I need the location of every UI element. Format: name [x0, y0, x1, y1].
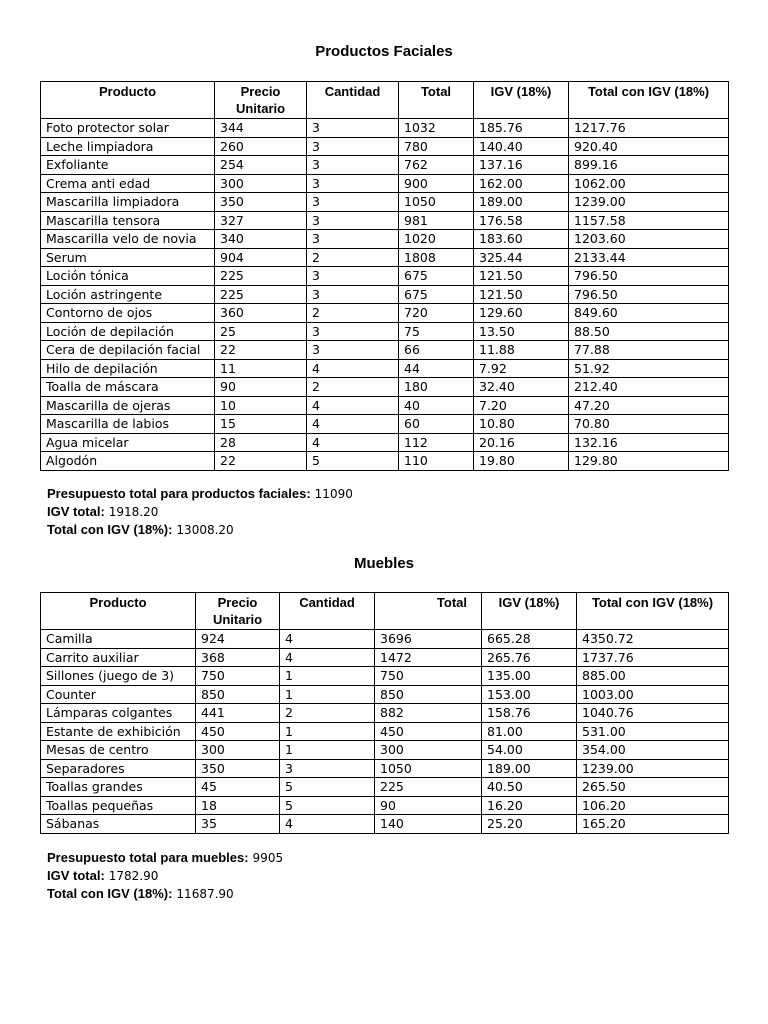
cell-total: 180 [399, 378, 474, 397]
table-header-row [41, 82, 729, 119]
summary-total-label: Total con IGV (18%): [47, 886, 173, 901]
cell-total-con-igv: 4350.72 [577, 630, 729, 649]
cell-precio-unitario: 225 [215, 285, 307, 304]
cell-producto: Leche limpiadora [41, 137, 215, 156]
cell-producto: Mascarilla de ojeras [41, 396, 215, 415]
cell-precio-unitario: 45 [196, 778, 280, 797]
cell-igv: 137.16 [474, 156, 569, 175]
cell-total: 44 [399, 359, 474, 378]
cell-cantidad: 4 [307, 415, 399, 434]
cell-total-con-igv: 2133.44 [569, 248, 729, 267]
cell-producto: Mascarilla de labios [41, 415, 215, 434]
cell-producto: Mascarilla limpiadora [41, 193, 215, 212]
column-header-total-con-igv: Total con IGV (18%) [569, 82, 729, 119]
table-row [41, 415, 729, 434]
cell-precio-unitario: 300 [215, 174, 307, 193]
summary-total-value: 13008.20 [176, 523, 234, 537]
cell-total: 850 [375, 685, 482, 704]
cell-cantidad: 4 [307, 359, 399, 378]
table-row [41, 815, 729, 834]
cell-total: 1472 [375, 648, 482, 667]
cell-igv: 40.50 [482, 778, 577, 797]
cell-precio-unitario: 260 [215, 137, 307, 156]
table-row [41, 433, 729, 452]
cell-precio-unitario: 10 [215, 396, 307, 415]
cell-total-con-igv: 165.20 [577, 815, 729, 834]
cell-total: 90 [375, 796, 482, 815]
cell-total-con-igv: 129.80 [569, 452, 729, 471]
table-row [41, 137, 729, 156]
cell-total: 225 [375, 778, 482, 797]
cell-precio-unitario: 28 [215, 433, 307, 452]
cell-producto: Counter [41, 685, 196, 704]
summary-total-value: 11687.90 [176, 887, 234, 901]
cell-cantidad: 3 [307, 137, 399, 156]
cell-precio-unitario: 924 [196, 630, 280, 649]
cell-igv: 153.00 [482, 685, 577, 704]
table-body [41, 630, 729, 834]
cell-cantidad: 3 [307, 156, 399, 175]
section-title-productos-faciales: Productos Faciales [315, 43, 453, 60]
table-row [41, 174, 729, 193]
cell-cantidad: 4 [280, 815, 375, 834]
cell-total: 720 [399, 304, 474, 323]
cell-producto: Toalla de máscara [41, 378, 215, 397]
table-row [41, 304, 729, 323]
cell-precio-unitario: 344 [215, 119, 307, 138]
table-row [41, 630, 729, 649]
cell-total-con-igv: 1003.00 [577, 685, 729, 704]
cell-igv: 20.16 [474, 433, 569, 452]
cell-precio-unitario: 327 [215, 211, 307, 230]
cell-igv: 19.80 [474, 452, 569, 471]
cell-total: 882 [375, 704, 482, 723]
summary-budget-value: 9905 [252, 851, 284, 865]
cell-total: 780 [399, 137, 474, 156]
cell-cantidad: 3 [280, 759, 375, 778]
cell-precio-unitario: 350 [215, 193, 307, 212]
cell-igv: 32.40 [474, 378, 569, 397]
cell-total: 762 [399, 156, 474, 175]
cell-producto: Toallas grandes [41, 778, 196, 797]
cell-igv: 129.60 [474, 304, 569, 323]
column-header-cantidad: Cantidad [280, 593, 375, 630]
cell-cantidad: 4 [280, 648, 375, 667]
column-header-igv: IGV (18%) [474, 82, 569, 119]
column-header-total-con-igv: Total con IGV (18%) [577, 593, 729, 630]
cell-precio-unitario: 904 [215, 248, 307, 267]
cell-precio-unitario: 22 [215, 341, 307, 360]
cell-producto: Sillones (juego de 3) [41, 667, 196, 686]
cell-precio-unitario: 350 [196, 759, 280, 778]
cell-precio-unitario: 35 [196, 815, 280, 834]
cell-total-con-igv: 531.00 [577, 722, 729, 741]
cell-total-con-igv: 1040.76 [577, 704, 729, 723]
summary-igv-line [47, 503, 353, 521]
cell-producto: Loción astringente [41, 285, 215, 304]
cell-total-con-igv: 212.40 [569, 378, 729, 397]
table-row [41, 341, 729, 360]
cell-producto: Hilo de depilación [41, 359, 215, 378]
summary-igv-label: IGV total: [47, 868, 105, 883]
column-header-igv: IGV (18%) [482, 593, 577, 630]
cell-total-con-igv: 47.20 [569, 396, 729, 415]
cell-producto: Mesas de centro [41, 741, 196, 760]
cell-total-con-igv: 51.92 [569, 359, 729, 378]
table-row [41, 685, 729, 704]
cell-producto: Sábanas [41, 815, 196, 834]
cell-total: 75 [399, 322, 474, 341]
cell-producto: Foto protector solar [41, 119, 215, 138]
table-row [41, 396, 729, 415]
cell-total: 1050 [399, 193, 474, 212]
cell-precio-unitario: 300 [196, 741, 280, 760]
cell-igv: 189.00 [474, 193, 569, 212]
table-row [41, 119, 729, 138]
productos-faciales-table [40, 81, 729, 471]
cell-precio-unitario: 225 [215, 267, 307, 286]
table-header-row [41, 593, 729, 630]
cell-igv: 121.50 [474, 285, 569, 304]
table-row [41, 267, 729, 286]
table-row [41, 667, 729, 686]
cell-igv: 121.50 [474, 267, 569, 286]
cell-igv: 140.40 [474, 137, 569, 156]
cell-total-con-igv: 920.40 [569, 137, 729, 156]
cell-total: 750 [375, 667, 482, 686]
table-row [41, 285, 729, 304]
table-row [41, 759, 729, 778]
cell-cantidad: 4 [307, 433, 399, 452]
cell-igv: 325.44 [474, 248, 569, 267]
cell-igv: 162.00 [474, 174, 569, 193]
cell-producto: Carrito auxiliar [41, 648, 196, 667]
cell-cantidad: 3 [307, 211, 399, 230]
cell-cantidad: 4 [280, 630, 375, 649]
cell-cantidad: 1 [280, 667, 375, 686]
summary-igv-value: 1782.90 [108, 869, 159, 883]
cell-producto: Cera de depilación facial [41, 341, 215, 360]
cell-precio-unitario: 850 [196, 685, 280, 704]
cell-total-con-igv: 70.80 [569, 415, 729, 434]
table-body [41, 119, 729, 471]
cell-precio-unitario: 360 [215, 304, 307, 323]
cell-cantidad: 2 [307, 304, 399, 323]
cell-cantidad: 3 [307, 285, 399, 304]
cell-cantidad: 2 [280, 704, 375, 723]
cell-igv: 183.60 [474, 230, 569, 249]
cell-cantidad: 5 [280, 796, 375, 815]
table-row [41, 211, 729, 230]
table-row [41, 156, 729, 175]
cell-igv: 10.80 [474, 415, 569, 434]
cell-total: 1808 [399, 248, 474, 267]
summary-igv-label: IGV total: [47, 504, 105, 519]
cell-producto: Exfoliante [41, 156, 215, 175]
cell-igv: 665.28 [482, 630, 577, 649]
cell-igv: 11.88 [474, 341, 569, 360]
cell-precio-unitario: 90 [215, 378, 307, 397]
table-row [41, 359, 729, 378]
cell-total: 300 [375, 741, 482, 760]
cell-total: 110 [399, 452, 474, 471]
cell-total: 112 [399, 433, 474, 452]
summary-total-line [47, 885, 283, 903]
summary-budget-line [47, 485, 353, 503]
cell-total-con-igv: 849.60 [569, 304, 729, 323]
cell-total-con-igv: 77.88 [569, 341, 729, 360]
cell-cantidad: 4 [307, 396, 399, 415]
cell-precio-unitario: 11 [215, 359, 307, 378]
cell-total-con-igv: 1203.60 [569, 230, 729, 249]
cell-producto: Camilla [41, 630, 196, 649]
cell-producto: Contorno de ojos [41, 304, 215, 323]
muebles-table [40, 592, 729, 834]
cell-igv: 7.20 [474, 396, 569, 415]
cell-total-con-igv: 885.00 [577, 667, 729, 686]
cell-igv: 135.00 [482, 667, 577, 686]
cell-producto: Mascarilla velo de novia [41, 230, 215, 249]
cell-producto: Loción de depilación [41, 322, 215, 341]
cell-igv: 16.20 [482, 796, 577, 815]
cell-total-con-igv: 899.16 [569, 156, 729, 175]
cell-cantidad: 3 [307, 119, 399, 138]
cell-precio-unitario: 441 [196, 704, 280, 723]
column-header-total: Total [375, 593, 482, 630]
cell-cantidad: 5 [280, 778, 375, 797]
cell-producto: Algodón [41, 452, 215, 471]
cell-precio-unitario: 22 [215, 452, 307, 471]
cell-total-con-igv: 796.50 [569, 285, 729, 304]
cell-producto: Lámparas colgantes [41, 704, 196, 723]
cell-total: 66 [399, 341, 474, 360]
cell-cantidad: 3 [307, 341, 399, 360]
cell-cantidad: 3 [307, 193, 399, 212]
cell-total-con-igv: 1737.76 [577, 648, 729, 667]
table-row [41, 452, 729, 471]
cell-total: 60 [399, 415, 474, 434]
summary-budget-label: Presupuesto total para muebles: [47, 850, 249, 865]
cell-producto: Loción tónica [41, 267, 215, 286]
cell-precio-unitario: 750 [196, 667, 280, 686]
cell-total-con-igv: 1157.58 [569, 211, 729, 230]
cell-total: 981 [399, 211, 474, 230]
cell-total: 900 [399, 174, 474, 193]
cell-precio-unitario: 254 [215, 156, 307, 175]
cell-total: 675 [399, 267, 474, 286]
cell-producto: Toallas pequeñas [41, 796, 196, 815]
table-row [41, 230, 729, 249]
section-title-muebles: Muebles [353, 555, 414, 572]
summary-total-line [47, 521, 353, 539]
cell-cantidad: 3 [307, 174, 399, 193]
table-row [41, 248, 729, 267]
cell-total: 3696 [375, 630, 482, 649]
summary-igv-line [47, 867, 283, 885]
cell-total: 1050 [375, 759, 482, 778]
cell-cantidad: 3 [307, 322, 399, 341]
cell-igv: 265.76 [482, 648, 577, 667]
summary-budget-value: 11090 [314, 487, 353, 501]
cell-total-con-igv: 132.16 [569, 433, 729, 452]
cell-total: 1020 [399, 230, 474, 249]
summary-muebles [47, 849, 283, 903]
column-header-producto: Producto [41, 82, 215, 119]
table-row [41, 193, 729, 212]
cell-total: 1032 [399, 119, 474, 138]
cell-igv: 185.76 [474, 119, 569, 138]
table-row [41, 796, 729, 815]
cell-total-con-igv: 88.50 [569, 322, 729, 341]
cell-cantidad: 2 [307, 378, 399, 397]
cell-producto: Agua micelar [41, 433, 215, 452]
cell-igv: 7.92 [474, 359, 569, 378]
cell-producto: Serum [41, 248, 215, 267]
cell-cantidad: 5 [307, 452, 399, 471]
column-header-cantidad: Cantidad [307, 82, 399, 119]
cell-producto: Mascarilla tensora [41, 211, 215, 230]
cell-igv: 189.00 [482, 759, 577, 778]
cell-igv: 158.76 [482, 704, 577, 723]
cell-precio-unitario: 25 [215, 322, 307, 341]
table-row [41, 741, 729, 760]
cell-cantidad: 1 [280, 685, 375, 704]
cell-igv: 176.58 [474, 211, 569, 230]
cell-precio-unitario: 450 [196, 722, 280, 741]
cell-total-con-igv: 796.50 [569, 267, 729, 286]
cell-cantidad: 3 [307, 267, 399, 286]
column-header-precio-unitario: Precio Unitario [215, 82, 307, 119]
cell-precio-unitario: 15 [215, 415, 307, 434]
cell-total: 450 [375, 722, 482, 741]
cell-igv: 13.50 [474, 322, 569, 341]
cell-cantidad: 1 [280, 722, 375, 741]
table-row [41, 322, 729, 341]
cell-total-con-igv: 1239.00 [577, 759, 729, 778]
column-header-precio-unitario: Precio Unitario [196, 593, 280, 630]
cell-total-con-igv: 265.50 [577, 778, 729, 797]
cell-producto: Separadores [41, 759, 196, 778]
cell-total: 675 [399, 285, 474, 304]
summary-productos-faciales [47, 485, 353, 539]
column-header-total: Total [399, 82, 474, 119]
cell-cantidad: 3 [307, 230, 399, 249]
summary-budget-line [47, 849, 283, 867]
table-row [41, 778, 729, 797]
cell-total-con-igv: 106.20 [577, 796, 729, 815]
cell-total-con-igv: 1239.00 [569, 193, 729, 212]
cell-total-con-igv: 354.00 [577, 741, 729, 760]
cell-producto: Crema anti edad [41, 174, 215, 193]
table-row [41, 378, 729, 397]
cell-total: 140 [375, 815, 482, 834]
cell-precio-unitario: 368 [196, 648, 280, 667]
cell-producto: Estante de exhibición [41, 722, 196, 741]
table-row [41, 648, 729, 667]
cell-total: 40 [399, 396, 474, 415]
cell-igv: 25.20 [482, 815, 577, 834]
cell-precio-unitario: 340 [215, 230, 307, 249]
cell-igv: 54.00 [482, 741, 577, 760]
table-row [41, 722, 729, 741]
cell-precio-unitario: 18 [196, 796, 280, 815]
cell-cantidad: 2 [307, 248, 399, 267]
table-row [41, 704, 729, 723]
summary-budget-label: Presupuesto total para productos faciales: [47, 486, 311, 501]
cell-total-con-igv: 1062.00 [569, 174, 729, 193]
cell-cantidad: 1 [280, 741, 375, 760]
summary-igv-value: 1918.20 [108, 505, 159, 519]
cell-igv: 81.00 [482, 722, 577, 741]
cell-total-con-igv: 1217.76 [569, 119, 729, 138]
summary-total-label: Total con IGV (18%): [47, 522, 173, 537]
column-header-producto: Producto [41, 593, 196, 630]
